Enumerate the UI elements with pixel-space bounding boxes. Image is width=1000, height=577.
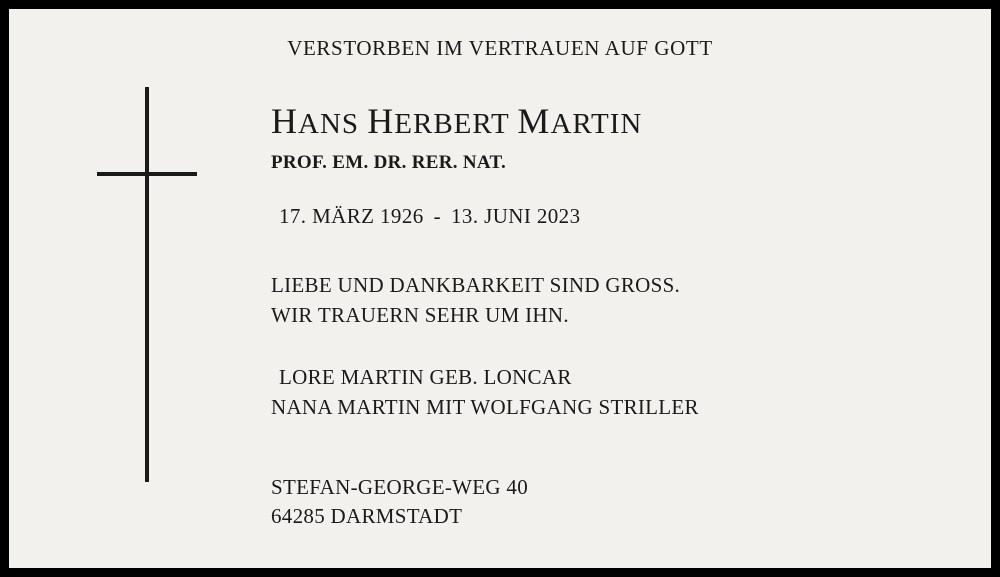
life-dates xyxy=(271,204,971,229)
obituary-text-block xyxy=(271,101,971,532)
contact-address xyxy=(271,473,971,533)
name-rest-2: ERBERT xyxy=(394,108,518,140)
obituary-inner-panel xyxy=(9,9,991,568)
name-cap-3: M xyxy=(517,101,551,141)
cross-horizontal-bar xyxy=(97,172,197,176)
family-line-2: NANA MARTIN MIT WOLFGANG STRILLER xyxy=(271,394,699,419)
name-cap-2: H xyxy=(367,101,395,141)
page-title: VERSTORBEN IM VERTRAUEN AUF GOTT xyxy=(287,36,713,60)
address-street: STEFAN-GEORGE-WEG 40 xyxy=(271,474,528,499)
family-survivors xyxy=(271,363,971,423)
memorial-verse xyxy=(271,271,971,331)
date-of-death: 13. JUNI 2023 xyxy=(451,204,581,229)
academic-titles: PROF. EM. DR. RER. NAT. xyxy=(271,152,507,174)
date-of-birth: 17. MÄRZ 1926 xyxy=(279,204,424,229)
cross-vertical-bar xyxy=(145,87,149,482)
family-line-1: LORE MARTIN GEB. LONCAR xyxy=(279,365,572,390)
address-city: 64285 DARMSTADT xyxy=(271,504,463,529)
name-cap-1: H xyxy=(271,101,298,141)
deceased-name xyxy=(271,101,971,142)
verse-line-2: WIR TRAUERN SEHR UM IHN. xyxy=(271,303,569,328)
verse-line-1: LIEBE UND DANKBARKEIT SIND GROSS. xyxy=(271,273,681,298)
date-separator: - xyxy=(433,204,442,229)
christian-cross-icon xyxy=(97,87,197,482)
name-rest-1: ANS xyxy=(298,108,368,140)
name-rest-3: ARTIN xyxy=(550,108,643,140)
